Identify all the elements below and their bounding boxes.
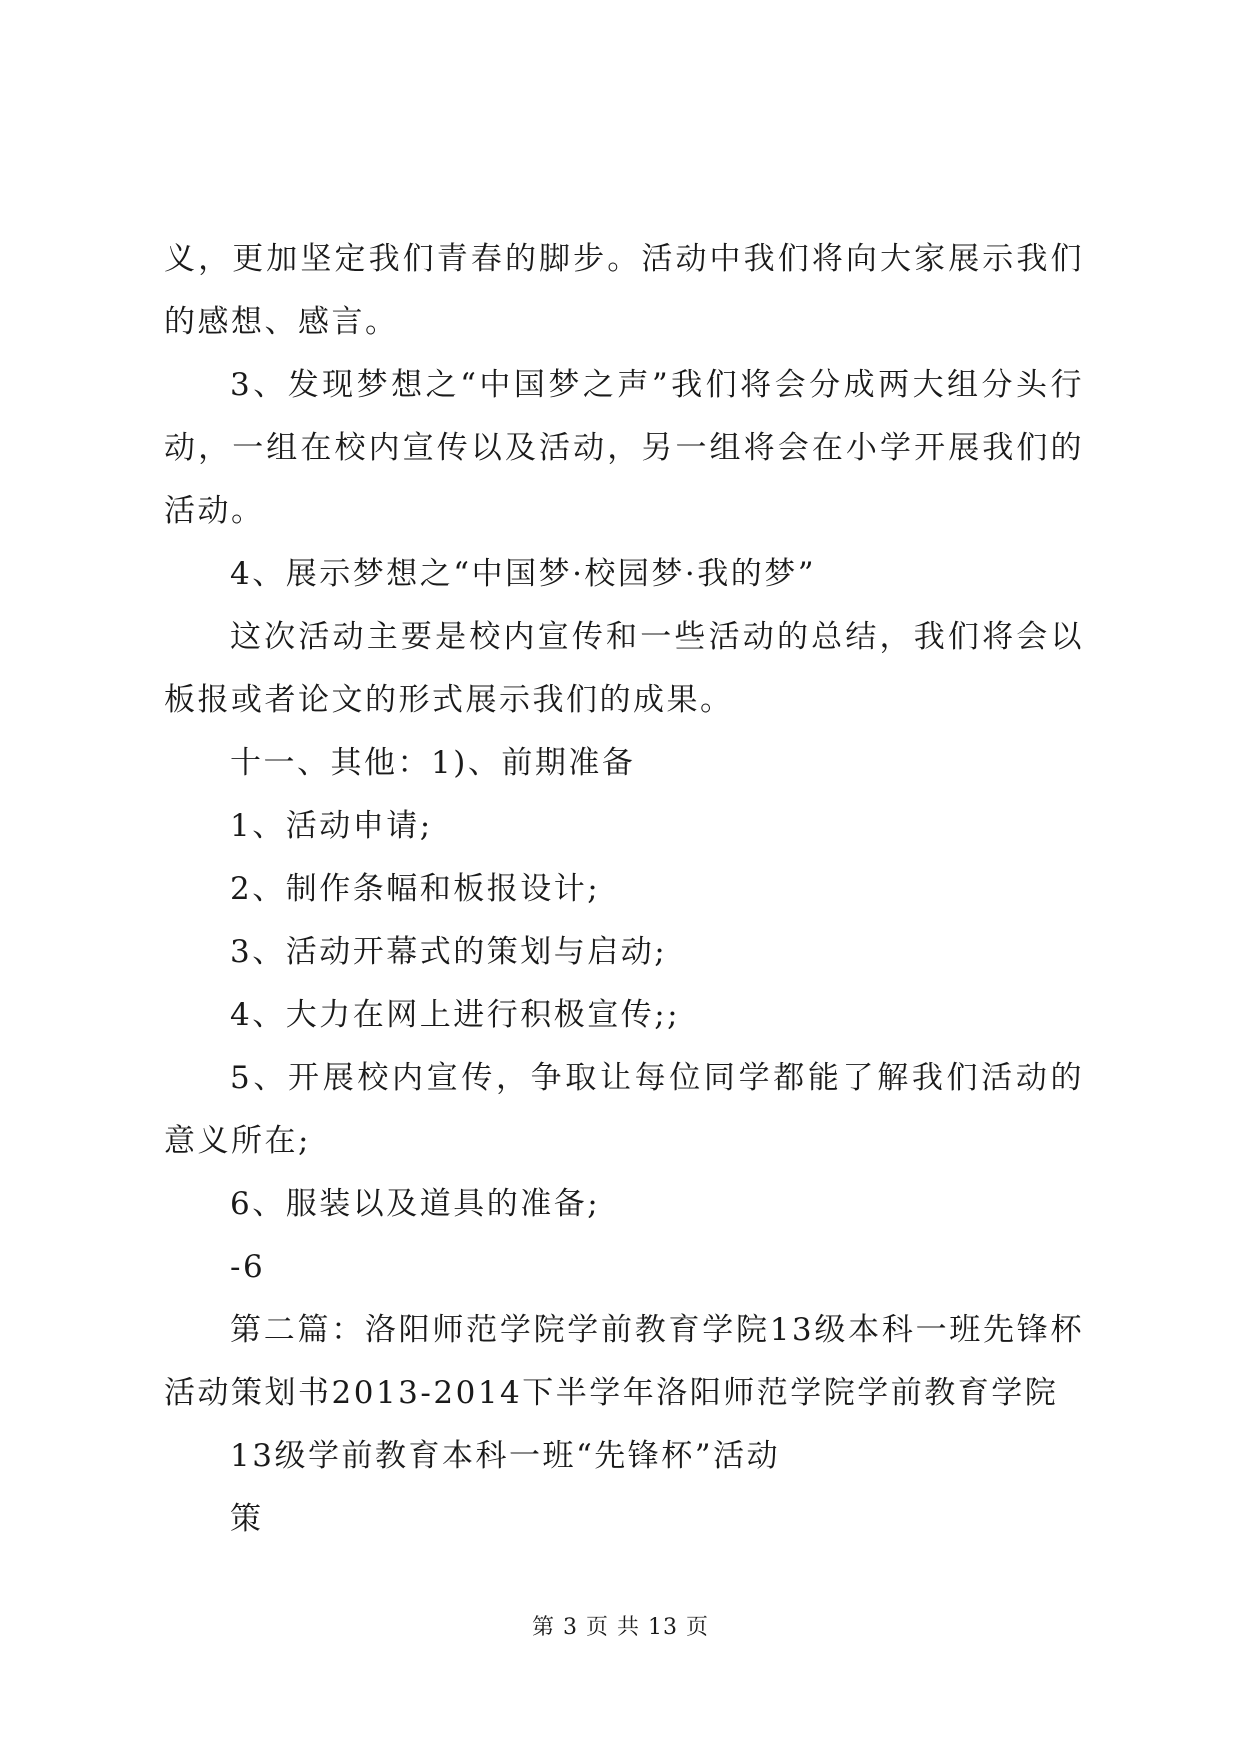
list-item: 1、活动申请; [230,808,433,844]
chapter-title: 第二篇：洛阳师范学院学前教育学院13级本科一班先锋杯活动策划书2013-2014下半学年洛阳师范学院学前教育学院 [164,1312,1084,1411]
list-item: 3、活动开幕式的策划与启动; [230,934,668,970]
page-number-label: 第 3 页 共 13 页 [532,1615,709,1640]
paragraph: 这次活动主要是校内宣传和一些活动的总结，我们将会以板报或者论文的形式展示我们的成果。 [164,619,1084,718]
paragraph: 4、展示梦想之“中国梦·校园梦·我的梦” [230,556,817,592]
section-heading: 十一、其他：1)、前期准备 [230,745,636,781]
list-item: 4、大力在网上进行积极宣传;; [230,997,681,1033]
list-item: 6、服装以及道具的准备; [230,1186,601,1222]
paragraph: 义，更加坚定我们青春的脚步。活动中我们将向大家展示我们的感想、感言。 [164,241,1084,340]
paragraph: 3、发现梦想之“中国梦之声”我们将会分成两大组分头行动，一组在校内宣传以及活动，另一组将会在小学开展我们的活动。 [164,367,1084,529]
paragraph: 13级学前教育本科一班“先锋杯”活动 [230,1438,781,1474]
page-footer [0,1610,1241,1641]
list-item: 5、开展校内宣传，争取让每位同学都能了解我们活动的意义所在; [164,1060,1084,1159]
page-marker: -6 [230,1249,266,1285]
document-body [164,228,1084,1551]
list-item: 2、制作条幅和板报设计; [230,871,601,907]
paragraph: 策 [230,1501,264,1537]
